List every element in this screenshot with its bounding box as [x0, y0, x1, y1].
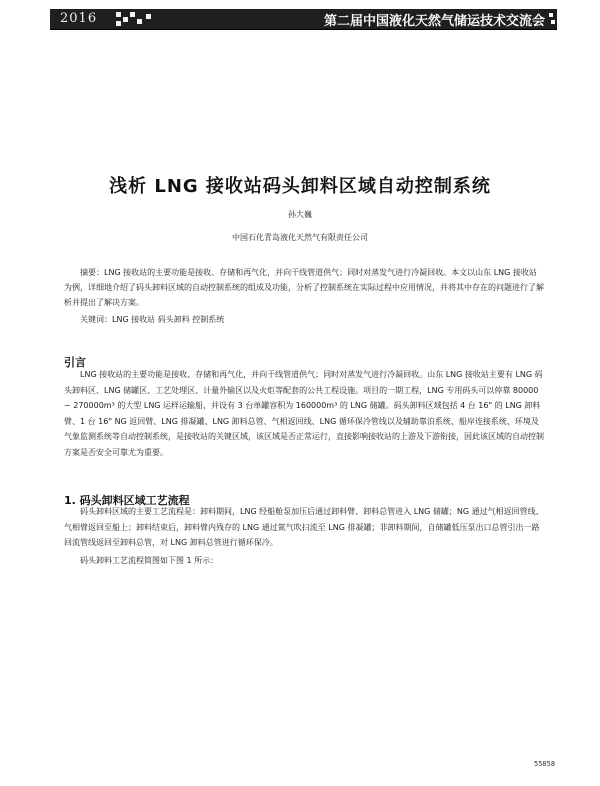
header-year: 2016	[60, 11, 98, 26]
running-header	[50, 9, 557, 30]
section-heading-intro: 引言	[64, 356, 86, 370]
header-decoration-icon	[116, 12, 156, 26]
header-conference-title: 第二届中国液化天然气储运技术交流会	[323, 14, 545, 29]
intro-paragraph: LNG 接收站的主要功能是接收、存储和再气化，并向干线管道供气；同时对蒸发气进行冷凝回收。山东 LNG 接收站主要有 LNG 码头卸料区、LNG 储罐区、工艺处理区、计量外输区以及火炬等配套的公共工程设施。项目的一期工程，LNG 专用码头可以停靠 80000 ~ 270000m³ 的大型 LNG 运样运输船，并设有 3 台单罐容积为 160000m³ 的 LNG 储罐。码头卸料区域包括 4 台 16" 的 LNG 卸料臂、1 台 16" NG 返回臂、LNG 排凝罐、LNG 卸料总管、气相返回线、LNG 循环保冷管线以及辅助靠泊系统、船岸连接系统、环境及气象监测系统等自动控制系统，是接收站的关键区域，该区域是否正常运行，直接影响接收站的上游及下游衔接，因此该区域的自动控制方案是否安全可靠尤为重要。	[64, 370, 544, 457]
author-affiliation: 中国石化青岛液化天然气有限责任公司	[232, 233, 368, 242]
figure-reference: 码头卸料工艺流程简图如下图 1 所示：	[80, 556, 219, 565]
article-title: 浅析 LNG 接收站码头卸料区域自动控制系统	[109, 176, 491, 198]
author-name: 孙大巍	[288, 210, 312, 219]
section-1-paragraph: 码头卸料区域的主要工艺流程是：卸料期间，LNG 经船舱泵加压后通过卸料臂、卸料总管进入 LNG 储罐；NG 通过气相返回管线、气相臂返回至船上；卸料结束后，卸料臂内残存的 LNG 通过氮气吹扫流至 LNG 排凝罐；非卸料期间，自储罐低压泵出口总管引出一路回流管线返回至卸料总管，对 LNG 卸料总管进行循环保冷。	[64, 507, 544, 547]
abstract: 摘要：LNG 接收站的主要功能是接收、存储和再气化，并向干线管道供气；同时对蒸发气进行冷凝回收。本文以山东 LNG 接收站为例，详细地介绍了码头卸料区域的自动控制系统的组成及功能，分析了控制系统在实际过程中应用情况，并将其中存在的问题进行了解析并提出了解决方案。	[64, 268, 544, 307]
header-end-mark-icon	[549, 13, 555, 25]
page-number: 55858	[534, 760, 556, 768]
section-heading-1: 1. 码头卸料区域工艺流程	[64, 494, 190, 508]
keywords: 关键词：LNG 接收站 码头卸料 控制系统	[80, 315, 225, 324]
